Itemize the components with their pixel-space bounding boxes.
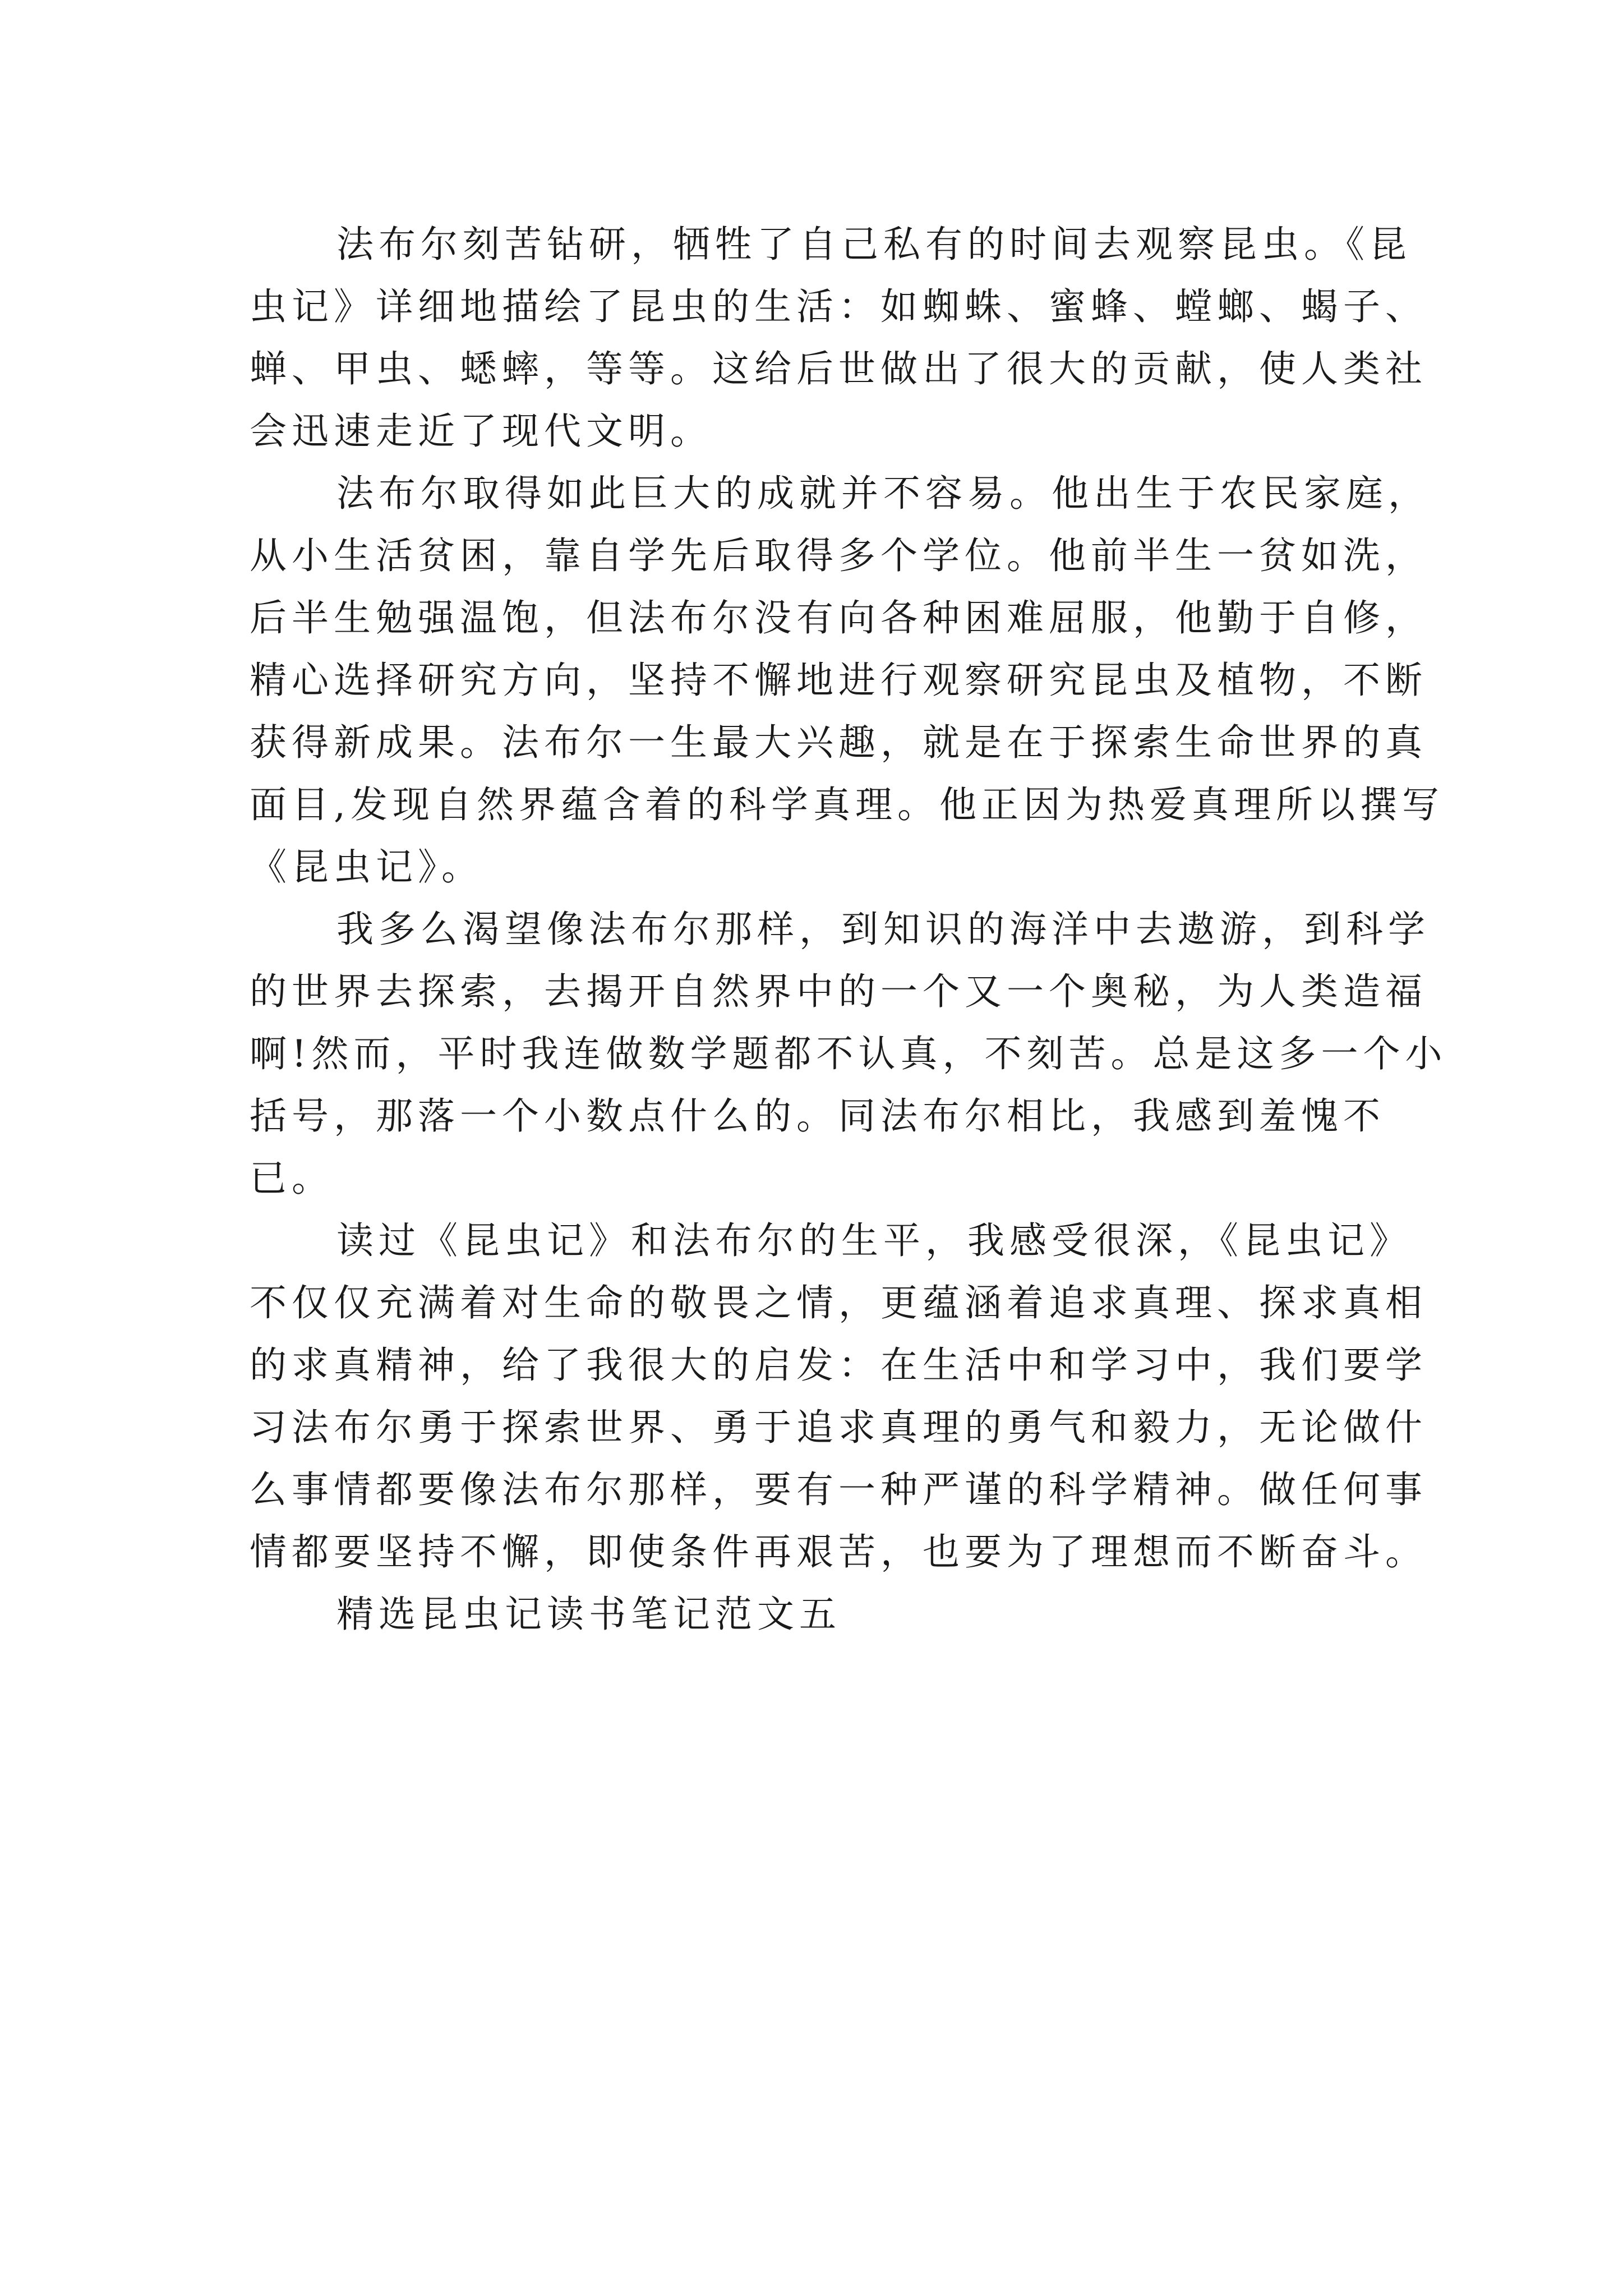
section-heading: 精选昆虫记读书笔记范文五 xyxy=(336,1593,841,1636)
paragraph-1: 法布尔刻苦钻研，牺牲了自己私有的时间去观察昆虫。《昆虫记》详细地描绘了昆虫的生活：如蜘蛛、蜜蜂、螳螂、蝎子、蝉、甲虫、蟋蟀，等等。这给后世做出了很大的贡献，使人类社会迅速走近了现代文明。 xyxy=(250,223,1427,453)
paragraph-4: 读过《昆虫记》和法布尔的生平，我感受很深，《昆虫记》不仅仅充满着对生命的敬畏之情，更蕴涵着追求真理、探求真相的求真精神，给了我很大的启发：在生活中和学习中，我们要学习法布尔勇于探索世界、勇于追求真理的勇气和毅力，无论做什么事情都要像法布尔那样，要有一种严谨的科学精神。做任何事情都要坚持不懈，即使条件再艰苦，也要为了理想而不断奋斗。 xyxy=(250,1219,1427,1573)
paragraph-3: 我多么渴望像法布尔那样，到知识的海洋中去遨游，到科学的世界去探索，去揭开自然界中的一个又一个奥秘，为人类造福啊!然而，平时我连做数学题都不认真，不刻苦。总是这多一个小括号，那落一个小数点什么的。同法布尔相比，我感到羞愧不已。 xyxy=(250,908,1447,1200)
paragraph-2: 法布尔取得如此巨大的成就并不容易。他出生于农民家庭，从小生活贫困，靠自学先后取得多个学位。他前半生一贫如洗，后半生勉强温饱，但法布尔没有向各种困难屈服，他勤于自修，精心选择研究方向，坚持不懈地进行观察研究昆虫及植物，不断获得新成果。法布尔一生最大兴趣，就是在于探索生命世界的真面目,发现自然界蕴含着的科学真理。他正因为热爱真理所以撰写《昆虫记》。 xyxy=(250,472,1444,889)
document-body xyxy=(250,213,1450,1645)
